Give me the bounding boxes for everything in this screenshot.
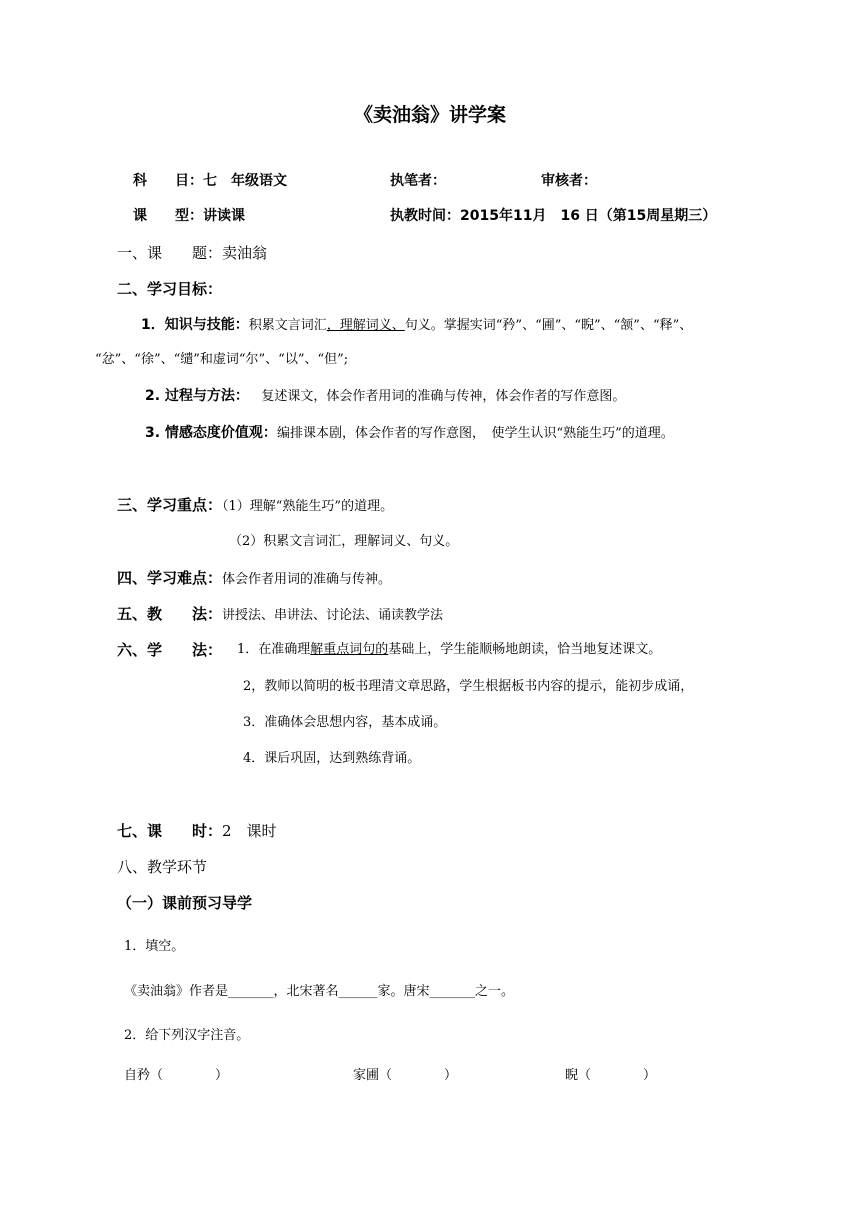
learning-method-1-underlined: 解重点词句的 [310,642,389,657]
goal-1-label: 1．知识与技能： [141,317,249,333]
section-class-hours [117,821,277,842]
goal-2-text: 复述课文，体会作者用词的准确与传神，体会作者的写作意图。 [261,389,626,404]
section-teaching-methods [117,604,443,626]
section-teaching-steps: 八、教学环节 [117,858,208,876]
reviewer-label: 审核者： [541,173,597,189]
key-points-label: 三、学习重点： [117,496,223,514]
key-point-2: （2）积累文言词汇，理解词义、句义。 [229,534,459,549]
learning-method-4: 4．课后巩固，达到熟练背诵。 [243,751,421,766]
goal-1-text-a: 积累文言词汇 [248,318,327,333]
section-goals-heading: 二、学习目标： [117,280,223,298]
page-title: 《卖油翁》讲学案 [353,104,506,126]
goal-1-text-b: 句义。掌握实词“矜”、“圃”、“睨”、“颔”、“释”、 [404,318,693,333]
section-difficulty [117,568,391,590]
learning-method-1 [237,640,661,660]
topic-label: 一、课 题： [117,244,223,262]
type-row [133,206,245,226]
subject-value: 七 年级语文 [203,173,287,189]
topic-value: 卖油翁 [222,244,268,262]
goal-1-text-underlined: ，理解词义、 [326,318,405,333]
goal-3-text: 编排课本剧，体会作者的写作意图， 使学生认识“熟能生巧”的道理。 [276,426,674,441]
type-value: 讲读课 [203,208,245,224]
part-1-heading: （一）课前预习导学 [117,894,253,912]
time-label: 执教时间： [390,208,460,224]
section-key-points [117,495,393,517]
difficulty-value: 体会作者用词的准确与传神。 [222,572,392,587]
time-row [390,206,716,226]
pinyin-item: 家圃（ ） [353,1068,458,1083]
goal-2-label: 2. 过程与方法： [145,388,249,404]
teaching-methods-label: 五、教 法： [117,605,223,623]
time-value: 2015年11月 16 日（第15周星期三） [460,208,717,224]
learning-method-2: 2，教师以简明的板书理清文章思路，学生根据板书内容的提示，能初步成诵， [243,679,694,694]
goal-3 [145,423,674,444]
section-topic [117,243,267,263]
key-point-1: （1）理解“熟能生巧”的道理。 [222,499,394,514]
goal-1 [141,315,692,336]
subject-row [133,171,287,191]
class-hours-label: 七、课 时： [117,822,223,840]
learning-method-1-a: 1．在准确理 [237,642,311,657]
pinyin-item: 睨（ ） [565,1068,657,1083]
difficulty-label: 四、学习难点： [117,569,223,587]
question-1: 1．填空。 [124,939,185,954]
type-label: 课 型： [133,208,203,224]
writer-label: 执笔者： [390,173,446,189]
learning-methods-label: 六、学 法： [117,641,223,659]
goal-2 [145,386,625,407]
question-1-fill-in: 《卖油翁》作者是_______，北宋著名______家。唐宋_______之一。 [124,984,515,999]
goal-1-continuation: “忿”、“徐”、“缱”和虚词“尔”、“以”、“但”; [95,352,349,367]
question-2: 2．给下列汉字注音。 [124,1028,250,1043]
class-hours-value: 2 课时 [222,822,277,840]
learning-method-3: 3．准确体会思想内容，基本成诵。 [243,715,447,730]
subject-label: 科 目： [133,173,203,189]
teaching-methods-value: 讲授法、串讲法、讨论法、诵读教学法 [222,608,444,623]
learning-method-1-b: 基础上，学生能顺畅地朗读，恰当地复述课文。 [388,642,662,657]
goal-3-label: 3. 情感态度价值观： [145,425,277,441]
pinyin-item: 自矜（ ） [124,1068,229,1083]
